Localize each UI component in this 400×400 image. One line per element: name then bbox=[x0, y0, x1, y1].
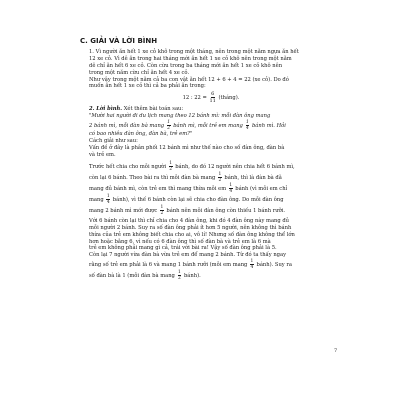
equation-right: (tháng). bbox=[218, 95, 240, 102]
text-run: bánh mì. Hỏi bbox=[251, 123, 286, 130]
text-line: Cách giải như sau: bbox=[89, 138, 138, 145]
equation bbox=[80, 91, 342, 104]
fraction-denominator: 4 bbox=[229, 188, 233, 194]
fraction bbox=[209, 91, 215, 104]
fraction-denominator: 4 bbox=[250, 265, 254, 271]
text-line: mỗi người 2 bánh. Suy ra số đàn ông phải ít hơn 5 người, nên không thì bánh bbox=[89, 224, 292, 231]
intro-text: Xét thêm bài toán sau: bbox=[123, 106, 184, 113]
text-line: thừa của trẻ em không biết chia cho ai, vô lí! Nhưng số đàn ông không thể lớn bbox=[89, 231, 295, 238]
text-run: bánh). Suy ra bbox=[256, 262, 292, 269]
fraction bbox=[218, 172, 222, 183]
fraction-numerator: 1 bbox=[106, 193, 110, 199]
text-line bbox=[80, 172, 342, 183]
text-run: bánh), vì thế 6 bánh còn lại sẽ chia cho đàn ông. Do mỗi đàn ông bbox=[112, 196, 284, 203]
page-content bbox=[80, 38, 342, 281]
text-run: rằng số trẻ em phải là 6 và mang 1 bánh rưỡi (mỗi em mang bbox=[89, 262, 248, 269]
text-line: dê chỉ ăn hết 6 xe cỏ. Còn cừu trong ba tháng mới ăn hết 1 xe cỏ khô nên bbox=[89, 62, 283, 69]
item-label: 2. Lời bình. bbox=[89, 106, 123, 113]
section-heading: C. GIẢI VÀ LỜI BÌNH bbox=[80, 37, 158, 45]
text-run: còn lại 6 bánh. Theo bài ra thì mỗi đàn bà mang bbox=[89, 174, 216, 181]
fraction-numerator: 1 bbox=[218, 171, 222, 177]
text-run: bánh mì, mỗi trẻ em mang bbox=[173, 123, 243, 130]
problem-quote bbox=[80, 120, 342, 131]
text-run: mang 2 bánh mì mới được bbox=[89, 207, 158, 214]
fraction-denominator: 2 bbox=[167, 126, 171, 132]
text-run: mang bbox=[89, 196, 104, 203]
fraction-denominator: 2 bbox=[169, 166, 173, 172]
text-line bbox=[80, 161, 342, 172]
text-line bbox=[80, 183, 342, 194]
fraction-denominator: 2 bbox=[178, 276, 181, 282]
text-run: Trước hết chia cho mỗi người bbox=[89, 163, 167, 170]
solution-item-1 bbox=[80, 49, 342, 104]
text-line: muốn ăn hết 1 xe cỏ thì cả ba phải ăn trong: bbox=[89, 83, 206, 90]
fraction bbox=[160, 205, 164, 216]
problem-quote: "Mười hai người đi du lịch mang theo 12 bánh mì: mỗi đàn ông mang bbox=[89, 113, 271, 120]
fraction bbox=[106, 194, 110, 205]
text-run: 2 bánh mì, mỗi đàn bà mang bbox=[89, 123, 165, 130]
fraction-denominator: 4 bbox=[246, 126, 249, 132]
equation-left: 12 : 22 = bbox=[182, 95, 207, 102]
fraction bbox=[178, 270, 182, 281]
fraction-numerator: 1 bbox=[160, 204, 164, 210]
text-run: số đàn bà là 1 (mỗi đàn bà mang bbox=[89, 273, 175, 280]
fraction bbox=[246, 120, 250, 131]
fraction-numerator: 1 bbox=[178, 270, 181, 276]
fraction-numerator: 1 bbox=[250, 259, 254, 265]
fraction-numerator: 1 bbox=[229, 182, 233, 188]
text-run: mang đủ bánh mì, còn trẻ em thì mang thừa mỗi em bbox=[89, 185, 227, 192]
page-number: 7 bbox=[334, 348, 338, 354]
text-line: Với 6 bánh còn lại thì chỉ chia cho 4 đàn ông, khi đó 4 đàn ông này mang đủ bbox=[89, 217, 290, 224]
text-run: bánh nên mỗi đàn ông còn thiếu 1 bánh rưỡi. bbox=[166, 207, 286, 214]
text-line: Vấn đề ở đây là phân phối 12 bánh mì như thế nào cho số đàn ông, đàn bà bbox=[89, 144, 285, 151]
text-line bbox=[80, 259, 342, 270]
fraction-denominator: 2 bbox=[218, 177, 222, 183]
fraction-denominator: 2 bbox=[160, 210, 164, 216]
fraction bbox=[250, 259, 254, 270]
fraction bbox=[169, 161, 173, 172]
fraction-denominator: 4 bbox=[106, 199, 110, 205]
text-line bbox=[80, 270, 342, 281]
fraction bbox=[167, 120, 171, 131]
fraction-denominator: 11 bbox=[209, 98, 216, 105]
problem-quote: có bao nhiêu đàn ông, đàn bà, trẻ em?" bbox=[89, 131, 193, 138]
fraction-numerator: 1 bbox=[169, 160, 173, 166]
fraction-numerator: 6 bbox=[211, 91, 215, 98]
text-line: hơn hoặc bằng 6, vì nếu có 6 đàn ông thì số đàn bà và trẻ em là 6 mà bbox=[89, 238, 271, 245]
text-run: bánh, do đó 12 người nên chia hết 6 bánh mì, bbox=[175, 163, 295, 170]
text-line bbox=[80, 194, 342, 205]
text-line: và trẻ em. bbox=[89, 151, 116, 158]
text-run: bánh (vì mỗi em chỉ bbox=[235, 185, 288, 192]
text-line: 1. Vì người ăn hết 1 xe cỏ khô trong một tháng, nên trong một năm ngựa ăn hết bbox=[89, 48, 299, 55]
text-line: Còn lại 7 người vừa đàn bà vừa trẻ em để mang 2 bánh. Từ đó ta thấy ngay bbox=[89, 252, 287, 259]
fraction-numerator: 1 bbox=[167, 120, 171, 126]
fraction bbox=[229, 183, 233, 194]
text-line bbox=[80, 205, 342, 216]
text-line: 12 xe cỏ. Vì dê ăn trong hai tháng mới ăn hết 1 xe cỏ khô nên trong một năm bbox=[89, 55, 292, 62]
text-run: bánh). bbox=[183, 273, 201, 280]
fraction-numerator: 1 bbox=[246, 120, 249, 126]
text-line: trong một năm cừu chỉ ăn hết 4 xe cỏ. bbox=[89, 69, 190, 76]
solution-item-2 bbox=[80, 106, 342, 281]
text-line: Như vậy trong một năm cả ba con vật ăn hết 12 + 6 + 4 = 22 (xe cỏ). Do đó bbox=[89, 76, 289, 83]
text-run: bánh, thì là đàn bà đã bbox=[224, 174, 282, 181]
text-line: trẻ em không phải mang gì cả, trái với bài ra! Vậy số đàn ông phải là 5. bbox=[89, 245, 277, 252]
